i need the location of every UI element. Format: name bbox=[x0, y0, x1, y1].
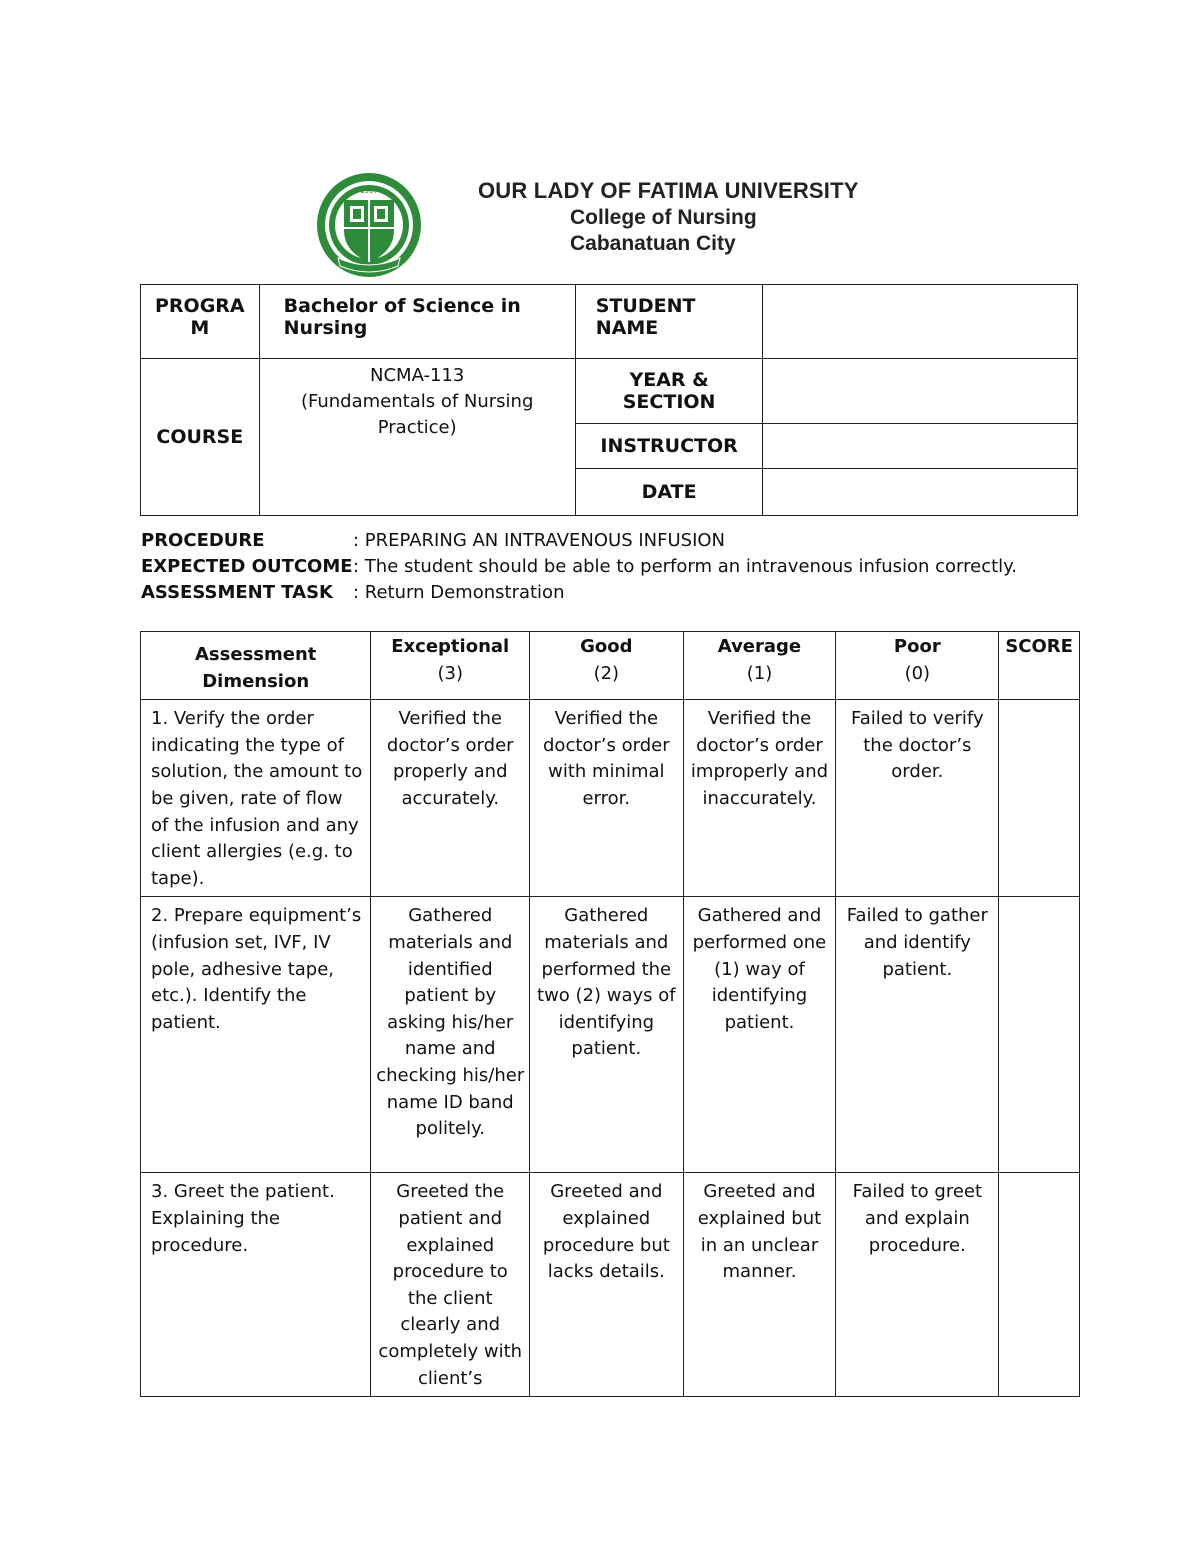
task-row bbox=[141, 580, 1017, 606]
date-label: DATE bbox=[575, 469, 763, 516]
header-exceptional-points: (3) bbox=[437, 662, 463, 684]
row3-good: Greeted and explained procedure but lacks details. bbox=[530, 1173, 683, 1397]
header-good-label: Good bbox=[580, 636, 633, 657]
header-poor-points: (0) bbox=[904, 662, 931, 684]
header-exceptional bbox=[371, 632, 530, 700]
row1-average: Verified the doctor’s order improperly and inaccurately. bbox=[683, 700, 836, 897]
instructor-field[interactable] bbox=[763, 424, 1078, 469]
procedure-label: PROCEDURE bbox=[141, 530, 265, 551]
header-good-points: (2) bbox=[593, 662, 620, 684]
procedure-row bbox=[141, 528, 1017, 554]
header-dimension-label: Assessment Dimension bbox=[195, 644, 317, 692]
year-section-label: YEAR & SECTION bbox=[575, 359, 763, 424]
header-score bbox=[999, 632, 1080, 700]
student-name-label: STUDENT NAME bbox=[575, 285, 763, 359]
row3-poor: Failed to greet and explain procedure. bbox=[836, 1173, 999, 1397]
header-exceptional-label: Exceptional bbox=[391, 636, 510, 657]
row1-poor: Failed to verify the doctor’s order. bbox=[836, 700, 999, 897]
header-average-points: (1) bbox=[746, 662, 773, 684]
course-title: (Fundamentals of Nursing Practice) bbox=[300, 391, 534, 438]
course-value bbox=[259, 359, 575, 516]
rubric-row-3 bbox=[141, 1173, 1080, 1397]
header-good bbox=[530, 632, 683, 700]
row3-average: Greeted and explained but in an unclear manner. bbox=[683, 1173, 836, 1397]
task-value: : Return Demonstration bbox=[353, 582, 565, 603]
outcome-row bbox=[141, 554, 1017, 580]
row3-score-field[interactable] bbox=[999, 1173, 1080, 1397]
date-field[interactable] bbox=[763, 469, 1078, 516]
college-name: College of Nursing bbox=[570, 206, 757, 229]
row2-good: Gathered materials and performed the two (2) ways of identifying patient. bbox=[530, 897, 683, 1173]
header-score-label: SCORE bbox=[1005, 636, 1073, 657]
student-name-field[interactable] bbox=[763, 285, 1078, 359]
seal-year: 1967 bbox=[360, 187, 378, 195]
outcome-label: EXPECTED OUTCOME bbox=[141, 556, 353, 577]
header-dimension bbox=[141, 632, 371, 700]
university-header bbox=[478, 178, 859, 256]
university-name: OUR LADY OF FATIMA UNIVERSITY bbox=[478, 178, 859, 203]
row2-poor: Failed to gather and identify patient. bbox=[836, 897, 999, 1173]
row1-dimension: 1. Verify the order indicating the type of solution, the amount to be given, rate of flow of the infusion and any client allergies (e.g. to tape). bbox=[141, 700, 371, 897]
university-seal-logo bbox=[314, 170, 424, 280]
row1-good: Verified the doctor’s order with minimal error. bbox=[530, 700, 683, 897]
header-average-label: Average bbox=[717, 636, 802, 657]
procedure-value: : PREPARING AN INTRAVENOUS INFUSION bbox=[353, 530, 726, 551]
procedure-details bbox=[141, 528, 1017, 606]
student-info-table bbox=[140, 284, 1078, 516]
course-code: NCMA-113 bbox=[370, 365, 465, 386]
row2-score-field[interactable] bbox=[999, 897, 1080, 1173]
row2-exceptional: Gathered materials and identified patient by asking his/her name and checking his/her name ID band politely. bbox=[371, 897, 530, 1173]
rubric-table bbox=[140, 631, 1080, 1397]
row3-exceptional: Greeted the patient and explained procedure to the client clearly and completely with client’s bbox=[371, 1173, 530, 1397]
rubric-header-row bbox=[141, 632, 1080, 700]
row1-score-field[interactable] bbox=[999, 700, 1080, 897]
program-label: PROGRA M bbox=[141, 285, 260, 359]
header-poor bbox=[836, 632, 999, 700]
course-label: COURSE bbox=[141, 359, 260, 516]
rubric-row-1 bbox=[141, 700, 1080, 897]
row2-average: Gathered and performed one (1) way of identifying patient. bbox=[683, 897, 836, 1173]
college-city: Cabanatuan City bbox=[570, 232, 736, 255]
program-value: Bachelor of Science in Nursing bbox=[259, 285, 575, 359]
instructor-label: INSTRUCTOR bbox=[575, 424, 763, 469]
outcome-value: : The student should be able to perform an intravenous infusion correctly. bbox=[353, 556, 1017, 577]
header-average bbox=[683, 632, 836, 700]
seal-graphic bbox=[314, 170, 424, 280]
row3-dimension: 3. Greet the patient. Explaining the procedure. bbox=[141, 1173, 371, 1397]
rubric-row-2 bbox=[141, 897, 1080, 1173]
header-poor-label: Poor bbox=[893, 636, 941, 657]
year-section-field[interactable] bbox=[763, 359, 1078, 424]
row1-exceptional: Verified the doctor’s order properly and accurately. bbox=[371, 700, 530, 897]
task-label: ASSESSMENT TASK bbox=[141, 582, 334, 603]
row2-dimension: 2. Prepare equipment’s (infusion set, IVF, IV pole, adhesive tape, etc.). Identify the patient. bbox=[141, 897, 371, 1173]
